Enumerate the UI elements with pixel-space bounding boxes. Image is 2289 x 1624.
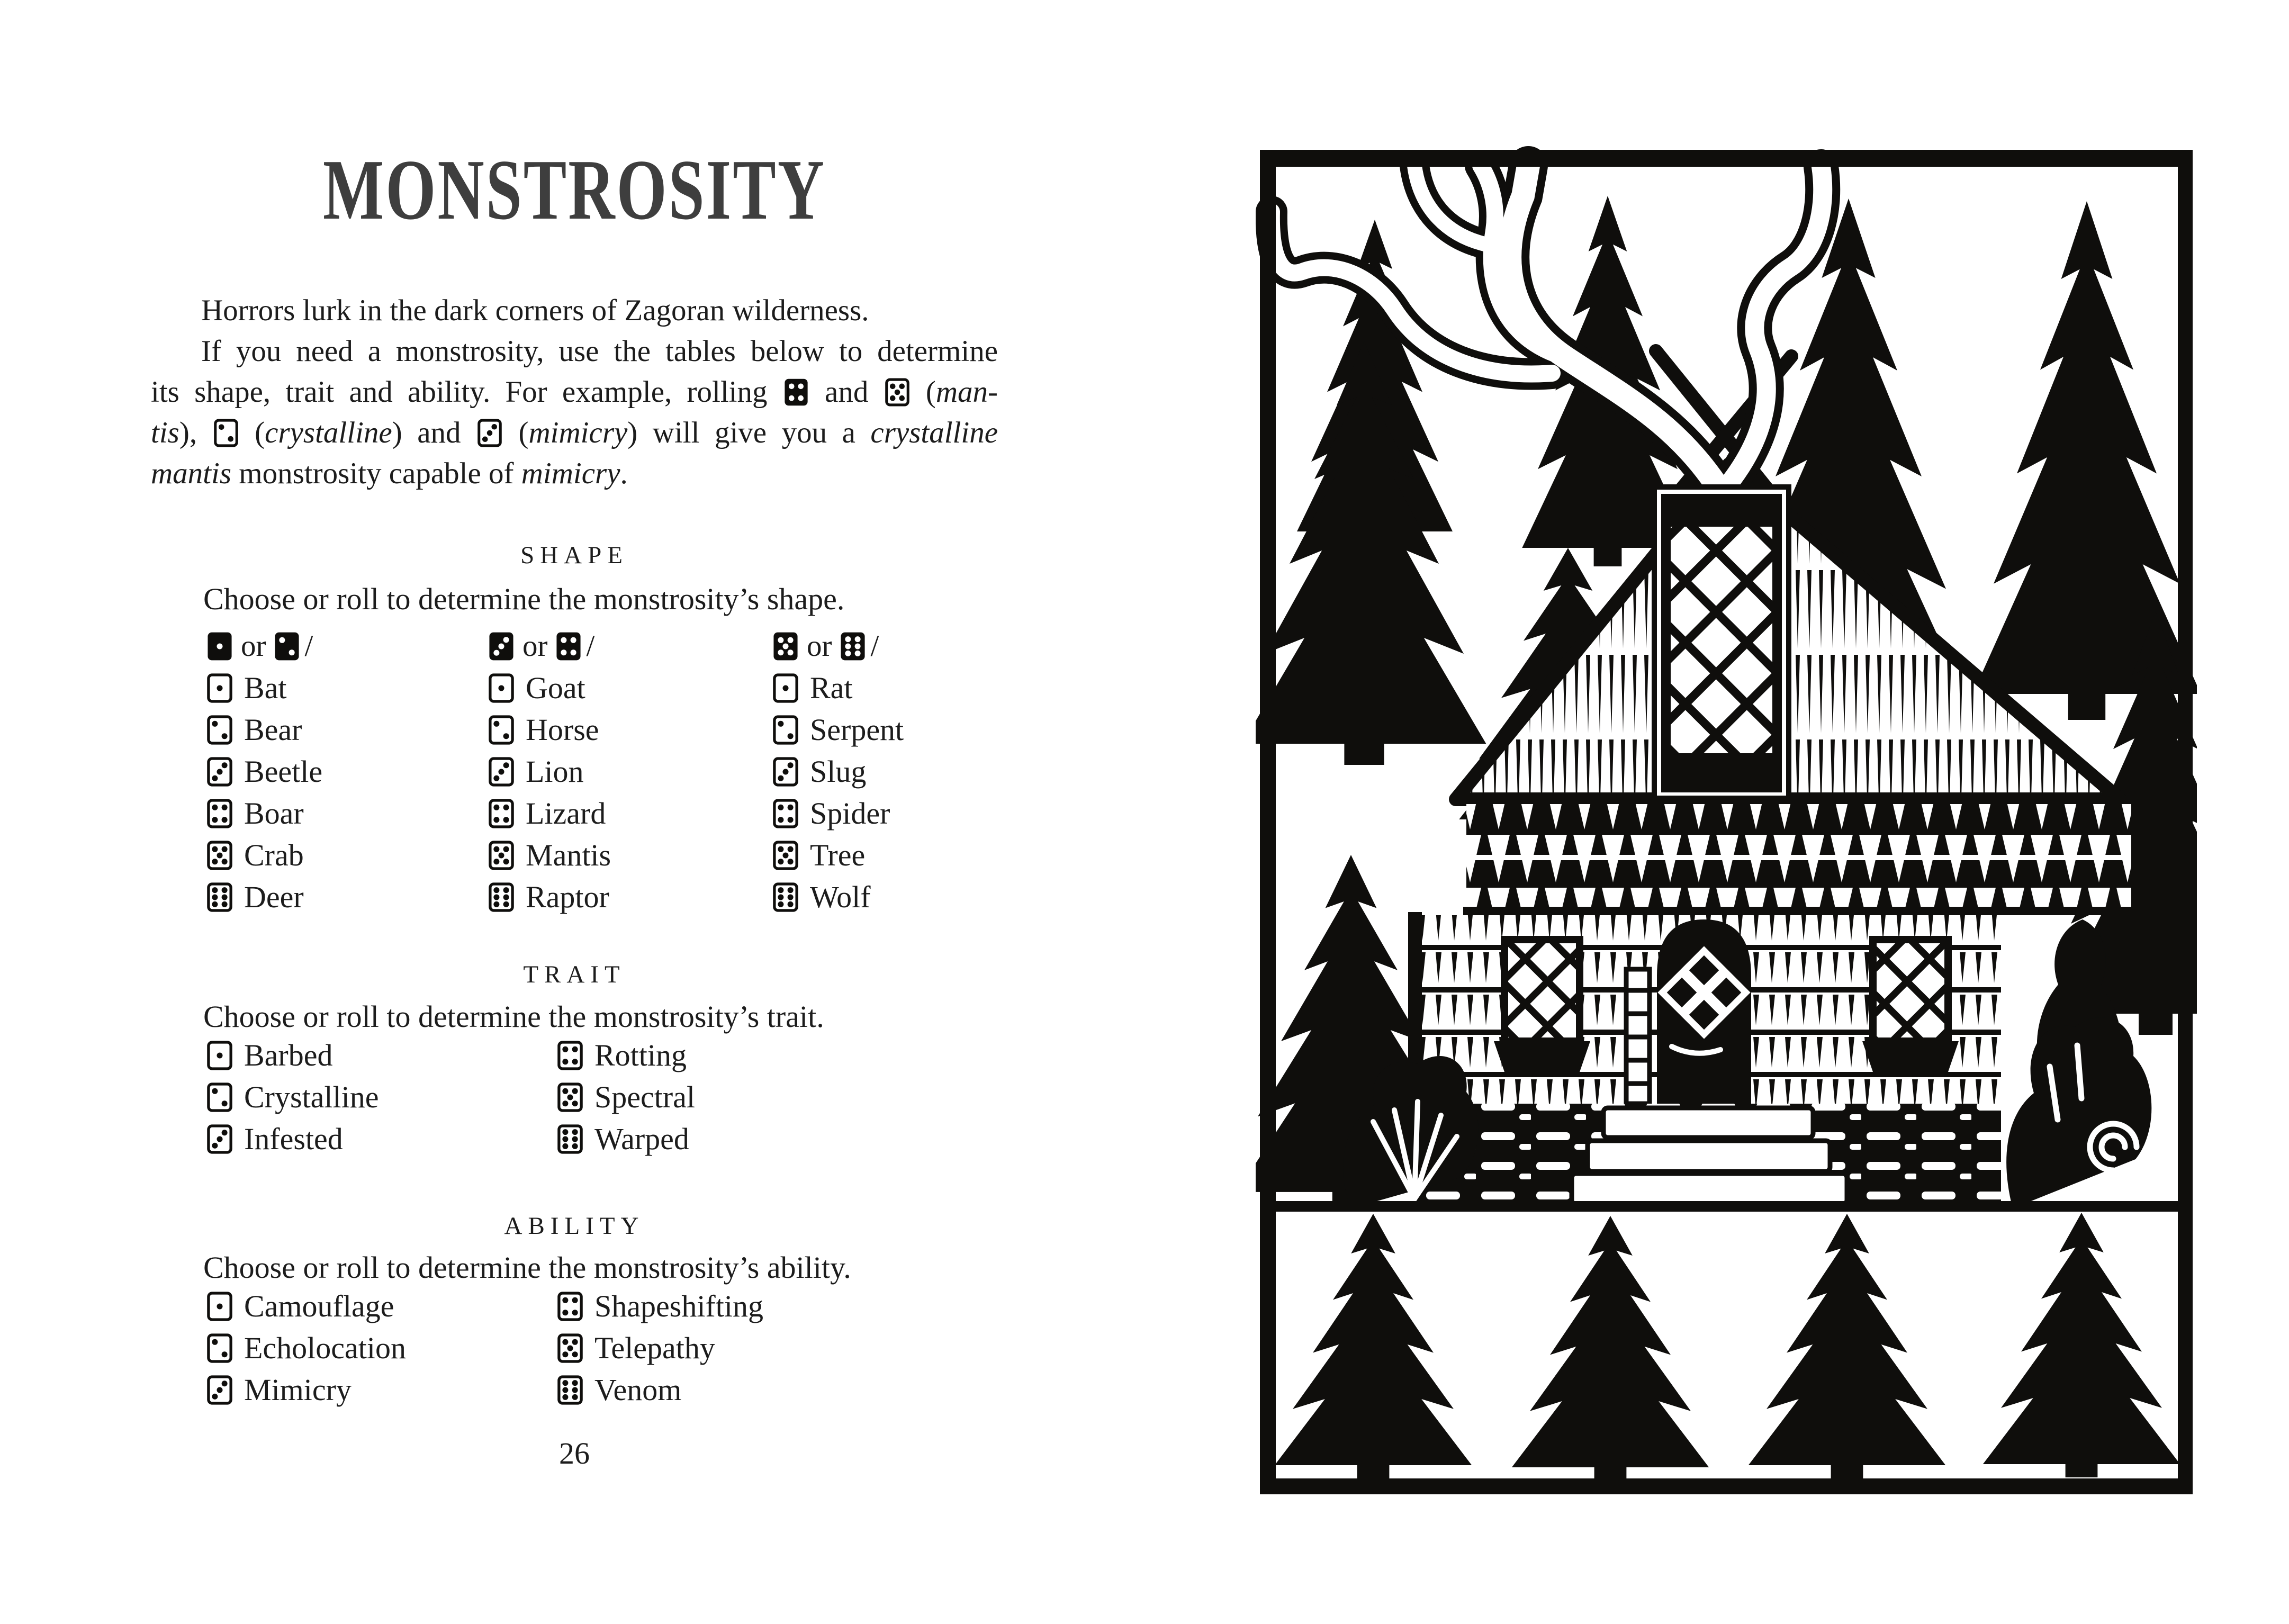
item-label: Echolocation <box>244 1331 407 1365</box>
intro-text: ( <box>239 416 265 449</box>
shape-column-2 <box>489 625 611 918</box>
shape-column-3 <box>773 625 904 918</box>
item-label: Boar <box>244 796 304 831</box>
intro-line <box>151 290 998 331</box>
section-header-ability: ABILITY <box>504 1212 645 1240</box>
page-title: MONSTROSITY <box>322 142 826 238</box>
slash-label: / <box>586 629 595 663</box>
table-row <box>489 876 611 918</box>
die-3-outline-icon <box>773 756 798 787</box>
item-label: Crab <box>244 838 304 872</box>
die-1-outline-icon <box>207 673 232 703</box>
table-row <box>207 876 322 918</box>
trait-column-2 <box>557 1034 695 1160</box>
intro-line <box>151 412 998 453</box>
intro-text: crystalline <box>265 416 392 449</box>
table-row <box>557 1118 695 1160</box>
intro-paragraphs <box>151 290 998 494</box>
item-label: Beetle <box>244 754 323 789</box>
intro-text: . <box>620 457 628 490</box>
item-label: Mimicry <box>244 1373 352 1407</box>
table-row <box>207 1285 406 1327</box>
slash-label: / <box>304 629 313 663</box>
die-3-outline-icon <box>207 1375 232 1405</box>
die-2-outline-icon <box>207 1333 232 1364</box>
item-label: Wolf <box>810 880 871 914</box>
die-3-filled-icon <box>489 631 514 662</box>
intro-text: ) will give you a <box>627 416 871 449</box>
item-label: Horse <box>526 712 599 747</box>
item-label: Warped <box>594 1122 689 1156</box>
item-label: Tree <box>810 838 866 872</box>
shape-column-1 <box>207 625 322 918</box>
item-label: Crystalline <box>244 1080 379 1114</box>
die-4-outline-icon <box>773 798 798 829</box>
die-5-outline-icon <box>557 1082 583 1113</box>
intro-text: mimicry <box>521 457 620 490</box>
table-row <box>207 751 322 792</box>
intro-text: crystalline <box>870 416 998 449</box>
section-instruction-ability: Choose or roll to determine the monstrosity’s ability. <box>203 1250 851 1285</box>
or-label: or <box>807 629 832 663</box>
item-label: Camouflage <box>244 1289 394 1323</box>
stone-foundation <box>1416 1104 2001 1205</box>
page-number: 26 <box>559 1436 590 1470</box>
table-row <box>489 751 611 792</box>
table-row <box>557 1327 763 1369</box>
shingled-awning-roof <box>1463 796 2134 915</box>
section-instruction-trait: Choose or roll to determine the monstrosity’s trait. <box>203 999 824 1034</box>
intro-text: tis <box>151 416 179 449</box>
die-6-outline-icon <box>489 882 514 913</box>
table-row <box>207 709 322 751</box>
item-label: Deer <box>244 880 304 914</box>
die-2-outline-icon <box>207 1082 232 1113</box>
die-5-outline-icon <box>489 840 514 871</box>
item-label: Raptor <box>526 880 609 914</box>
table-row <box>773 792 904 834</box>
die-1-outline-icon <box>207 1040 232 1071</box>
intro-text: ( <box>503 416 529 449</box>
table-row <box>489 667 611 709</box>
chimney-lattice-window <box>1652 484 1791 802</box>
or-label: or <box>522 629 548 663</box>
ground-line <box>1269 1201 2183 1212</box>
item-label: Rat <box>810 671 853 705</box>
die-3-outline-icon <box>207 756 232 787</box>
intro-text: monstrosity capable of <box>231 457 521 490</box>
intro-text: its shape, trait and ability. For example, rolling <box>151 375 782 409</box>
dice-range-header <box>489 625 611 667</box>
table-row <box>773 751 904 792</box>
table-row <box>207 667 322 709</box>
cabin-woodcut-illustration <box>1256 146 2197 1498</box>
die-5-filled-icon <box>773 631 798 662</box>
intro-text: man- <box>935 375 998 409</box>
intro-text: ) and <box>392 416 476 449</box>
die-3-outline-icon <box>207 1124 232 1154</box>
table-row <box>207 792 322 834</box>
die-2-outline-icon <box>214 419 238 447</box>
intro-line <box>151 331 998 372</box>
item-label: Mantis <box>526 838 611 872</box>
table-row <box>773 667 904 709</box>
item-label: Slug <box>810 754 867 789</box>
die-6-outline-icon <box>207 882 232 913</box>
or-label: or <box>241 629 266 663</box>
item-label: Bat <box>244 671 287 705</box>
table-row <box>489 834 611 876</box>
intro-text: ), <box>179 416 212 449</box>
arched-door <box>1657 919 1751 1104</box>
table-row <box>207 1076 379 1118</box>
section-header-trait: TRAIT <box>523 961 626 988</box>
item-label: Shapeshifting <box>594 1289 763 1323</box>
intro-text: If you need a monstrosity, use the tables below to determine <box>201 335 998 368</box>
intro-line <box>151 372 998 412</box>
die-4-outline-icon <box>557 1291 583 1322</box>
table-row <box>207 1118 379 1160</box>
ladder-icon <box>1626 969 1650 1104</box>
intro-text: ( <box>911 375 936 409</box>
intro-text: mimicry <box>528 416 628 449</box>
item-label: Spider <box>810 796 890 831</box>
ability-column-2 <box>557 1285 763 1411</box>
die-1-outline-icon <box>773 673 798 703</box>
die-6-filled-icon <box>840 631 866 662</box>
section-header-shape: SHAPE <box>520 542 628 569</box>
die-2-outline-icon <box>773 715 798 745</box>
die-2-filled-icon <box>274 631 300 662</box>
die-5-outline-icon <box>885 378 909 407</box>
die-4-outline-icon <box>489 798 514 829</box>
ability-column-1 <box>207 1285 406 1411</box>
die-4-filled-icon <box>784 378 808 407</box>
table-row <box>489 709 611 751</box>
trait-column-1 <box>207 1034 379 1160</box>
table-row <box>207 834 322 876</box>
item-label: Rotting <box>594 1038 687 1072</box>
die-4-filled-icon <box>556 631 581 662</box>
die-3-outline-icon <box>489 756 514 787</box>
table-row <box>207 1369 406 1411</box>
table-row <box>489 792 611 834</box>
item-label: Barbed <box>244 1038 333 1072</box>
table-row <box>207 1034 379 1076</box>
die-5-outline-icon <box>557 1333 583 1364</box>
intro-text: mantis <box>151 457 232 490</box>
slash-label: / <box>870 629 879 663</box>
die-4-outline-icon <box>557 1040 583 1071</box>
dice-range-header <box>773 625 904 667</box>
table-row <box>557 1076 695 1118</box>
item-label: Goat <box>526 671 585 705</box>
intro-text: and <box>809 375 884 409</box>
table-row <box>773 876 904 918</box>
item-label: Infested <box>244 1122 343 1156</box>
section-instruction-shape: Choose or roll to determine the monstrosity’s shape. <box>203 582 845 616</box>
table-row <box>207 1327 406 1369</box>
item-label: Telepathy <box>594 1331 715 1365</box>
intro-line <box>151 453 998 494</box>
die-1-filled-icon <box>207 631 232 662</box>
die-1-outline-icon <box>207 1291 232 1322</box>
item-label: Serpent <box>810 712 904 747</box>
table-row <box>557 1034 695 1076</box>
die-6-outline-icon <box>773 882 798 913</box>
table-row <box>773 709 904 751</box>
die-2-outline-icon <box>207 715 232 745</box>
die-3-outline-icon <box>477 419 502 447</box>
die-2-outline-icon <box>489 715 514 745</box>
item-label: Spectral <box>594 1080 696 1114</box>
die-5-outline-icon <box>773 840 798 871</box>
table-row <box>557 1285 763 1327</box>
item-label: Bear <box>244 712 302 747</box>
die-1-outline-icon <box>489 673 514 703</box>
die-6-outline-icon <box>557 1124 583 1154</box>
table-row <box>773 834 904 876</box>
item-label: Venom <box>594 1373 682 1407</box>
die-4-outline-icon <box>207 798 232 829</box>
item-label: Lizard <box>526 796 606 831</box>
dice-range-header <box>207 625 322 667</box>
die-6-outline-icon <box>557 1375 583 1405</box>
item-label: Lion <box>526 754 584 789</box>
table-row <box>557 1369 763 1411</box>
intro-text: Horrors lurk in the dark corners of Zagoran wilderness. <box>201 294 869 327</box>
die-5-outline-icon <box>207 840 232 871</box>
